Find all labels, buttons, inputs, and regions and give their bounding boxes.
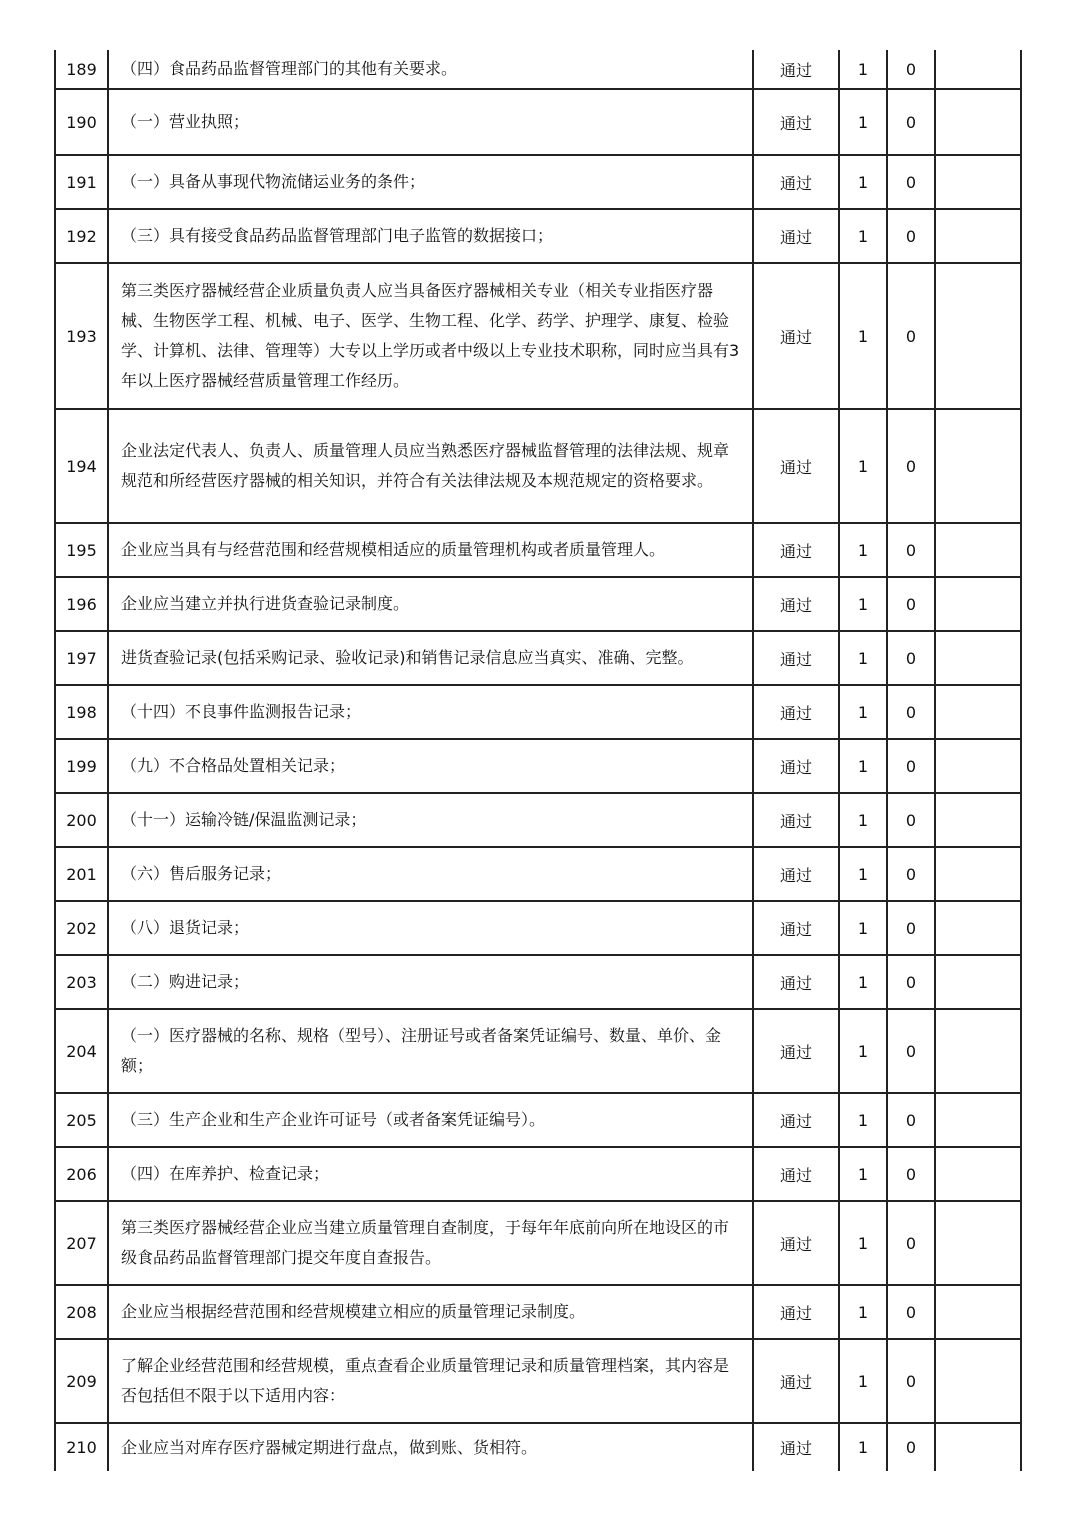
row-result: 通过 xyxy=(753,685,839,739)
row-score: 1 xyxy=(839,1147,887,1201)
row-number: 189 xyxy=(55,50,108,89)
row-result: 通过 xyxy=(753,577,839,631)
table-row xyxy=(55,685,1021,739)
row-score: 1 xyxy=(839,1009,887,1093)
row-number: 202 xyxy=(55,901,108,955)
row-deduction: 0 xyxy=(887,1423,935,1471)
row-deduction: 0 xyxy=(887,1285,935,1339)
row-score: 1 xyxy=(839,209,887,263)
row-result: 通过 xyxy=(753,1009,839,1093)
table-row xyxy=(55,577,1021,631)
row-deduction: 0 xyxy=(887,409,935,523)
table-row xyxy=(55,1201,1021,1285)
row-content: 企业应当对库存医疗器械定期进行盘点，做到账、货相符。 xyxy=(108,1423,753,1471)
row-number: 203 xyxy=(55,955,108,1009)
row-deduction: 0 xyxy=(887,1201,935,1285)
row-result: 通过 xyxy=(753,1339,839,1423)
row-result: 通过 xyxy=(753,631,839,685)
row-score: 1 xyxy=(839,901,887,955)
row-deduction: 0 xyxy=(887,577,935,631)
row-content: （九）不合格品处置相关记录； xyxy=(108,739,753,793)
row-content: 第三类医疗器械经营企业质量负责人应当具备医疗器械相关专业（相关专业指医疗器械、生物医学工程、机械、电子、医学、生物工程、化学、药学、护理学、康复、检验学、计算机、法律、管理等）大专以上学历或者中级以上专业技术职称，同时应当具有3年以上医疗器械经营质量管理工作经历。 xyxy=(108,263,753,409)
row-result: 通过 xyxy=(753,263,839,409)
row-number: 201 xyxy=(55,847,108,901)
row-content: （十一）运输冷链/保温监测记录； xyxy=(108,793,753,847)
table-row xyxy=(55,155,1021,209)
row-remark xyxy=(935,955,1021,1009)
row-deduction: 0 xyxy=(887,955,935,1009)
table-row xyxy=(55,1093,1021,1147)
row-number: 191 xyxy=(55,155,108,209)
row-content: 第三类医疗器械经营企业应当建立质量管理自查制度，于每年年底前向所在地设区的市级食品药品监督管理部门提交年度自查报告。 xyxy=(108,1201,753,1285)
row-content: （二）购进记录； xyxy=(108,955,753,1009)
row-result: 通过 xyxy=(753,1147,839,1201)
row-score: 1 xyxy=(839,631,887,685)
row-score: 1 xyxy=(839,1339,887,1423)
row-remark xyxy=(935,89,1021,155)
row-deduction: 0 xyxy=(887,1339,935,1423)
table-row xyxy=(55,263,1021,409)
row-content: （十四）不良事件监测报告记录； xyxy=(108,685,753,739)
row-deduction: 0 xyxy=(887,901,935,955)
row-deduction: 0 xyxy=(887,1147,935,1201)
table-row xyxy=(55,89,1021,155)
row-remark xyxy=(935,577,1021,631)
row-deduction: 0 xyxy=(887,263,935,409)
row-remark xyxy=(935,685,1021,739)
row-number: 205 xyxy=(55,1093,108,1147)
row-deduction: 0 xyxy=(887,739,935,793)
row-result: 通过 xyxy=(753,1423,839,1471)
row-content: （六）售后服务记录； xyxy=(108,847,753,901)
row-score: 1 xyxy=(839,1423,887,1471)
row-result: 通过 xyxy=(753,739,839,793)
row-content: （四）食品药品监督管理部门的其他有关要求。 xyxy=(108,50,753,89)
row-number: 194 xyxy=(55,409,108,523)
row-number: 198 xyxy=(55,685,108,739)
row-deduction: 0 xyxy=(887,847,935,901)
table-row xyxy=(55,409,1021,523)
table-row xyxy=(55,1339,1021,1423)
row-result: 通过 xyxy=(753,793,839,847)
row-remark xyxy=(935,793,1021,847)
row-remark xyxy=(935,1009,1021,1093)
row-score: 1 xyxy=(839,793,887,847)
row-number: 200 xyxy=(55,793,108,847)
row-remark xyxy=(935,1285,1021,1339)
row-remark xyxy=(935,409,1021,523)
row-score: 1 xyxy=(839,955,887,1009)
table-row xyxy=(55,739,1021,793)
row-score: 1 xyxy=(839,409,887,523)
row-remark xyxy=(935,901,1021,955)
row-remark xyxy=(935,523,1021,577)
row-deduction: 0 xyxy=(887,1093,935,1147)
row-number: 210 xyxy=(55,1423,108,1471)
row-score: 1 xyxy=(839,1285,887,1339)
row-result: 通过 xyxy=(753,1201,839,1285)
row-result: 通过 xyxy=(753,209,839,263)
row-remark xyxy=(935,50,1021,89)
row-number: 209 xyxy=(55,1339,108,1423)
row-number: 196 xyxy=(55,577,108,631)
table-row xyxy=(55,523,1021,577)
table-row xyxy=(55,955,1021,1009)
table-row xyxy=(55,1423,1021,1471)
row-remark xyxy=(935,1147,1021,1201)
row-number: 199 xyxy=(55,739,108,793)
row-remark xyxy=(935,263,1021,409)
row-score: 1 xyxy=(839,685,887,739)
row-score: 1 xyxy=(839,50,887,89)
row-result: 通过 xyxy=(753,1285,839,1339)
row-result: 通过 xyxy=(753,523,839,577)
row-deduction: 0 xyxy=(887,685,935,739)
row-score: 1 xyxy=(839,577,887,631)
inspection-table xyxy=(54,50,1022,1471)
table-row xyxy=(55,793,1021,847)
row-content: （四）在库养护、检查记录； xyxy=(108,1147,753,1201)
row-deduction: 0 xyxy=(887,155,935,209)
row-content: 进货查验记录(包括采购记录、验收记录)和销售记录信息应当真实、准确、完整。 xyxy=(108,631,753,685)
row-score: 1 xyxy=(839,847,887,901)
row-result: 通过 xyxy=(753,89,839,155)
row-result: 通过 xyxy=(753,901,839,955)
row-content: 了解企业经营范围和经营规模，重点查看企业质量管理记录和质量管理档案，其内容是否包括但不限于以下适用内容： xyxy=(108,1339,753,1423)
table-row xyxy=(55,847,1021,901)
row-score: 1 xyxy=(839,523,887,577)
row-result: 通过 xyxy=(753,50,839,89)
table-row xyxy=(55,1147,1021,1201)
table-body xyxy=(55,50,1021,1471)
row-deduction: 0 xyxy=(887,793,935,847)
row-remark xyxy=(935,1201,1021,1285)
row-content: （三）生产企业和生产企业许可证号（或者备案凭证编号）。 xyxy=(108,1093,753,1147)
row-score: 1 xyxy=(839,1201,887,1285)
row-number: 190 xyxy=(55,89,108,155)
row-deduction: 0 xyxy=(887,1009,935,1093)
row-content: 企业应当具有与经营范围和经营规模相适应的质量管理机构或者质量管理人。 xyxy=(108,523,753,577)
row-remark xyxy=(935,739,1021,793)
row-remark xyxy=(935,209,1021,263)
row-content: 企业应当根据经营范围和经营规模建立相应的质量管理记录制度。 xyxy=(108,1285,753,1339)
table-row xyxy=(55,50,1021,89)
row-number: 207 xyxy=(55,1201,108,1285)
row-content: 企业法定代表人、负责人、质量管理人员应当熟悉医疗器械监督管理的法律法规、规章规范和所经营医疗器械的相关知识，并符合有关法律法规及本规范规定的资格要求。 xyxy=(108,409,753,523)
row-result: 通过 xyxy=(753,847,839,901)
row-score: 1 xyxy=(839,1093,887,1147)
row-number: 197 xyxy=(55,631,108,685)
row-result: 通过 xyxy=(753,955,839,1009)
row-content: （一）营业执照； xyxy=(108,89,753,155)
row-result: 通过 xyxy=(753,155,839,209)
row-score: 1 xyxy=(839,89,887,155)
row-deduction: 0 xyxy=(887,523,935,577)
row-remark xyxy=(935,1093,1021,1147)
row-remark xyxy=(935,1423,1021,1471)
row-deduction: 0 xyxy=(887,209,935,263)
row-content: （一）医疗器械的名称、规格（型号）、注册证号或者备案凭证编号、数量、单价、金额； xyxy=(108,1009,753,1093)
table-row xyxy=(55,1009,1021,1093)
row-deduction: 0 xyxy=(887,50,935,89)
row-score: 1 xyxy=(839,263,887,409)
row-remark xyxy=(935,1339,1021,1423)
table-row xyxy=(55,631,1021,685)
row-number: 195 xyxy=(55,523,108,577)
row-number: 208 xyxy=(55,1285,108,1339)
row-content: （一）具备从事现代物流储运业务的条件； xyxy=(108,155,753,209)
row-content: （八）退货记录； xyxy=(108,901,753,955)
row-remark xyxy=(935,155,1021,209)
row-remark xyxy=(935,631,1021,685)
table-row xyxy=(55,209,1021,263)
table-row xyxy=(55,901,1021,955)
row-result: 通过 xyxy=(753,1093,839,1147)
row-remark xyxy=(935,847,1021,901)
table-row xyxy=(55,1285,1021,1339)
row-result: 通过 xyxy=(753,409,839,523)
row-number: 206 xyxy=(55,1147,108,1201)
row-content: （三）具有接受食品药品监督管理部门电子监管的数据接口； xyxy=(108,209,753,263)
row-number: 204 xyxy=(55,1009,108,1093)
row-deduction: 0 xyxy=(887,631,935,685)
row-deduction: 0 xyxy=(887,89,935,155)
row-number: 193 xyxy=(55,263,108,409)
row-score: 1 xyxy=(839,155,887,209)
row-score: 1 xyxy=(839,739,887,793)
row-number: 192 xyxy=(55,209,108,263)
row-content: 企业应当建立并执行进货查验记录制度。 xyxy=(108,577,753,631)
